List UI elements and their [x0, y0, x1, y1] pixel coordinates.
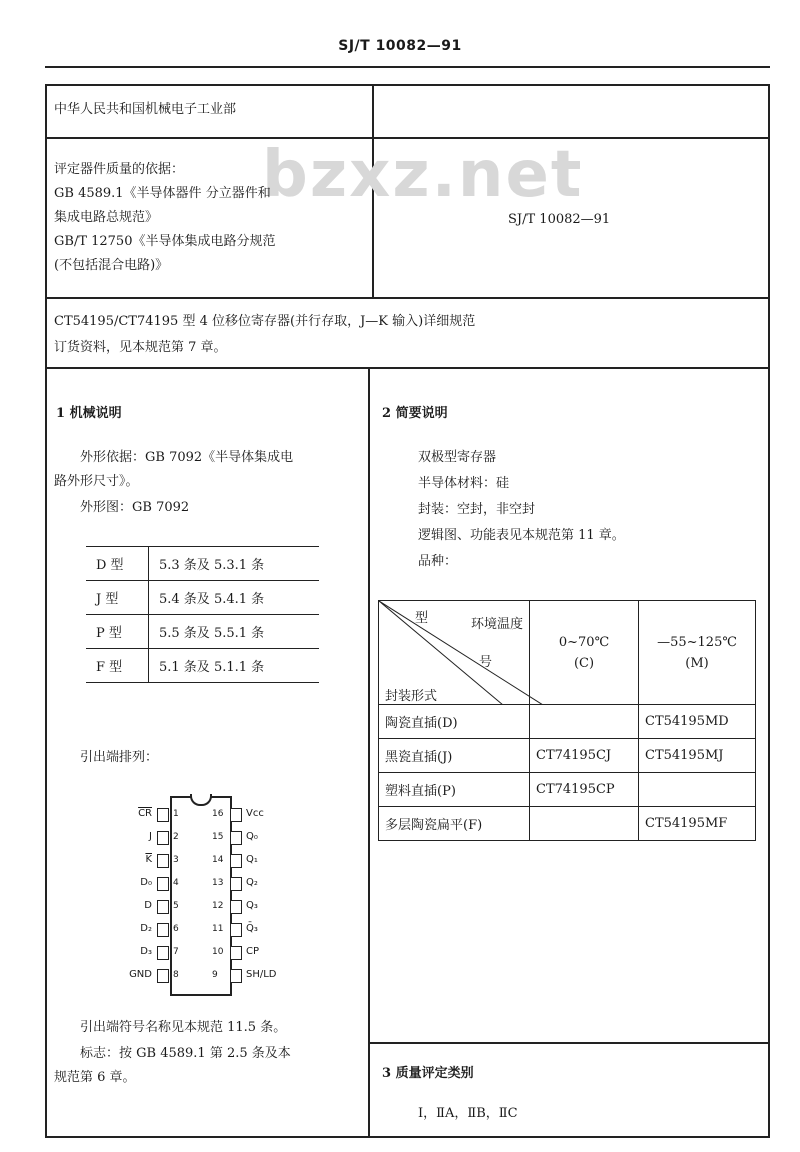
page-header-code: SJ/T 10082—91 [338, 38, 462, 54]
pin-number: 13 [212, 878, 224, 888]
frame-right [768, 84, 770, 1138]
desc-line-2: 半导体材料：硅 [418, 476, 510, 491]
pinout-label: 引出端排列： [80, 750, 159, 765]
pin-right [230, 831, 242, 845]
pin-number: 1 [173, 809, 179, 819]
pin-right [230, 923, 242, 937]
c-cell: CT74195CP [530, 773, 639, 807]
c-cell [530, 807, 639, 841]
pin-label: D₃ [140, 946, 152, 957]
desc-line-4: 逻辑图、功能表见本规范第 11 章。 [418, 528, 625, 543]
m-cell: CT54195MF [639, 807, 756, 841]
pin-left [157, 969, 169, 983]
corner-pkg: 封装形式 [385, 689, 438, 704]
marking-note-line2: 规范第 6 章。 [54, 1070, 136, 1085]
pin-right [230, 969, 242, 983]
frame-top [45, 84, 770, 86]
pkg-cell: 多层陶瓷扁平(F) [379, 807, 530, 841]
dip-package-diagram [170, 796, 232, 996]
section2-heading: 2 简要说明 [382, 406, 448, 421]
c-cell [530, 705, 639, 739]
pin-number: 16 [212, 809, 224, 819]
pin-number: 3 [173, 855, 179, 865]
pin-number: 12 [212, 901, 224, 911]
pin-left [157, 923, 169, 937]
c-cell: CT74195CJ [530, 739, 639, 773]
ordering-info: 订货资料，见本规范第 7 章。 [54, 340, 227, 355]
pin-right [230, 808, 242, 822]
basis-line-3: 集成电路总规范》 [54, 210, 159, 225]
pin-number: 14 [212, 855, 224, 865]
basis-line-4: GB/T 12750《半导体集成电路分规范 [54, 234, 276, 249]
quality-categories: Ⅰ，ⅡA，ⅡB，ⅡC [418, 1106, 518, 1121]
pin-right [230, 877, 242, 891]
pin-number: 7 [173, 947, 179, 957]
desc-line-3: 封装：空封，非空封 [418, 502, 536, 517]
table-row [86, 649, 319, 683]
corner-temp: 环境温度 [471, 617, 524, 632]
table-row [86, 581, 319, 615]
pin-number: 4 [173, 878, 179, 888]
type-cell: J 型 [86, 581, 149, 615]
ref-cell: 5.5 条及 5.5.1 条 [149, 615, 320, 649]
frame-bottom [45, 1136, 770, 1138]
m-cell [639, 773, 756, 807]
row-divider-3 [45, 367, 770, 369]
basis-line-1: 评定器件质量的依据： [54, 162, 185, 177]
pin-right [230, 900, 242, 914]
table-row [86, 615, 319, 649]
ref-cell: 5.3 条及 5.3.1 条 [149, 547, 320, 581]
desc-line-1: 双极型寄存器 [418, 450, 497, 465]
pin-number: 9 [212, 970, 218, 980]
col-c-header [530, 601, 639, 705]
col-m-code: (M) [685, 655, 709, 671]
table-row [86, 547, 319, 581]
pin-label: $\overline{K}$ [145, 854, 152, 865]
outline-table [86, 546, 319, 683]
body-divider [368, 367, 370, 1138]
pin-label: Q₁ [246, 854, 258, 865]
pin-label: GND [129, 969, 152, 980]
pin-right [230, 854, 242, 868]
pin-left [157, 946, 169, 960]
pin-number: 10 [212, 947, 224, 957]
pin-label: D [144, 900, 152, 911]
pin-label: Q̄₃ [246, 923, 258, 934]
marking-note-line1: 标志：按 GB 4589.1 第 2.5 条及本 [80, 1046, 291, 1061]
spec-title: CT54195/CT74195 型 4 位移位寄存器(并行存取，J—K 输入)详细规范 [54, 314, 476, 329]
col-m-header [639, 601, 756, 705]
corner-num: 号 [479, 655, 493, 670]
pin-label: Q₂ [246, 877, 258, 888]
pin-right [230, 946, 242, 960]
pin-label: Q₃ [246, 900, 258, 911]
pin-label: Q₀ [246, 831, 258, 842]
outline-drawing: 外形图：GB 7092 [80, 500, 190, 515]
m-cell: CT54195MD [639, 705, 756, 739]
basis-line-2: GB 4589.1《半导体器件 分立器件和 [54, 186, 271, 201]
pin-label: SH/LD [246, 969, 277, 980]
pin-left [157, 900, 169, 914]
watermark: bzxz.net [262, 138, 584, 212]
m-cell: CT54195MJ [639, 739, 756, 773]
spec-code: SJ/T 10082—91 [508, 212, 611, 227]
col-c-range: 0~70℃ [558, 634, 610, 650]
table-row [379, 739, 756, 773]
table-row [379, 773, 756, 807]
basis-line-5: (不包括混合电路)》 [54, 258, 169, 273]
pkg-cell: 黑瓷直插(J) [379, 739, 530, 773]
header-rule [45, 66, 770, 68]
table-row [379, 807, 756, 841]
pin-number: 2 [173, 832, 179, 842]
type-cell: D 型 [86, 547, 149, 581]
type-cell: P 型 [86, 615, 149, 649]
pin-left [157, 854, 169, 868]
section1-heading: 1 机械说明 [56, 406, 122, 421]
pin-left [157, 877, 169, 891]
pin-label: Vcc [246, 808, 264, 819]
ministry-name: 中华人民共和国机械电子工业部 [54, 102, 237, 117]
pin-number: 11 [212, 924, 224, 934]
pin-left [157, 831, 169, 845]
pin-number: 15 [212, 832, 224, 842]
frame-left [45, 84, 47, 1138]
col-c-code: (C) [573, 655, 595, 671]
variant-table [378, 600, 756, 841]
pin-left [157, 808, 169, 822]
pkg-cell: 陶瓷直插(D) [379, 705, 530, 739]
desc-line-5: 品种： [418, 554, 458, 569]
section3-divider [368, 1042, 770, 1044]
pin-number: 8 [173, 970, 179, 980]
corner-cell [379, 601, 530, 705]
row-divider-2 [45, 297, 770, 299]
pkg-cell: 塑料直插(P) [379, 773, 530, 807]
section3-heading: 3 质量评定类别 [382, 1066, 474, 1081]
col-m-range: —55~125℃ [657, 634, 737, 650]
pin-label: J [149, 831, 152, 842]
pin-number: 6 [173, 924, 179, 934]
pin-label: CP [246, 946, 260, 957]
pin-number: 5 [173, 901, 179, 911]
pin-symbol-note: 引出端符号名称见本规范 11.5 条。 [80, 1020, 287, 1035]
type-cell: F 型 [86, 649, 149, 683]
ref-cell: 5.1 条及 5.1.1 条 [149, 649, 320, 683]
pin-label: $\overline{CR}$ [138, 808, 152, 819]
table-row [379, 705, 756, 739]
pin-label: D₂ [140, 923, 152, 934]
corner-type: 型 [415, 611, 429, 626]
pin-label: D₀ [140, 877, 152, 888]
outline-basis-line1: 外形依据：GB 7092《半导体集成电 [80, 450, 294, 465]
outline-basis-line2: 路外形尺寸》。 [54, 474, 139, 489]
ref-cell: 5.4 条及 5.4.1 条 [149, 581, 320, 615]
